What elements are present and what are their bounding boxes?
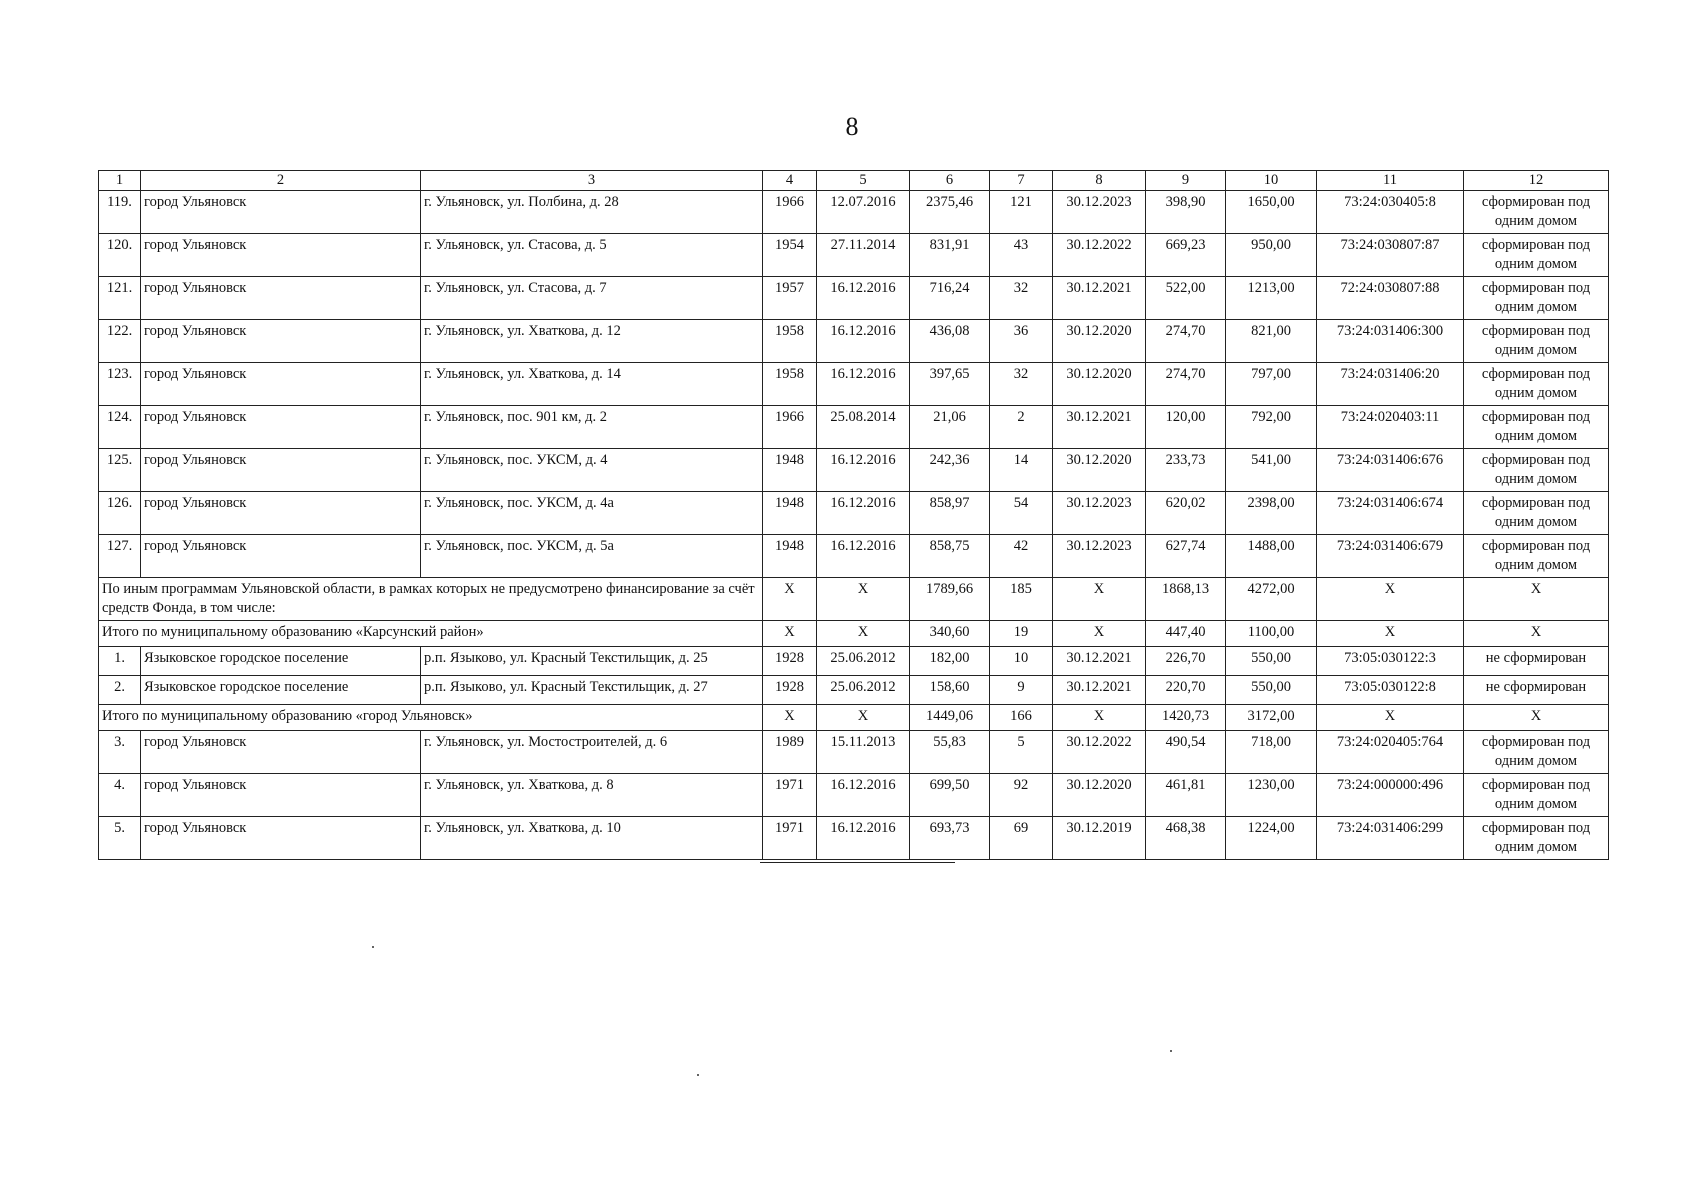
date-cell: X [817, 578, 910, 621]
people-cell: 10 [990, 647, 1053, 676]
column-header: 5 [817, 171, 910, 191]
term-cell: 30.12.2020 [1053, 363, 1146, 406]
table-row [99, 492, 1609, 535]
term-cell: 30.12.2022 [1053, 731, 1146, 774]
table-row [99, 731, 1609, 774]
date-cell: X [817, 705, 910, 731]
area-cell: 699,50 [910, 774, 990, 817]
term-cell: 30.12.2021 [1053, 647, 1146, 676]
date-cell: 25.06.2012 [817, 647, 910, 676]
people-cell: 92 [990, 774, 1053, 817]
status-cell: сформирован под одним домом [1464, 535, 1609, 578]
value-cell: 220,70 [1146, 676, 1226, 705]
value-cell: 461,81 [1146, 774, 1226, 817]
cadastral-cell: 73:24:020405:764 [1317, 731, 1464, 774]
value-cell: 4272,00 [1226, 578, 1317, 621]
term-cell: 30.12.2023 [1053, 492, 1146, 535]
area-cell: 1449,06 [910, 705, 990, 731]
people-cell: 14 [990, 449, 1053, 492]
row-number: 3. [99, 731, 141, 774]
address-cell: г. Ульяновск, ул. Мостостроителей, д. 6 [421, 731, 763, 774]
area-cell: 436,08 [910, 320, 990, 363]
date-cell: 16.12.2016 [817, 817, 910, 860]
status-cell: сформирован под одним домом [1464, 449, 1609, 492]
municipality-cell: Языковское городское поселение [141, 647, 421, 676]
column-header: 1 [99, 171, 141, 191]
value-cell: 2398,00 [1226, 492, 1317, 535]
summary-label: Итого по муниципальному образованию «Карсунский район» [99, 621, 763, 647]
year-cell: 1948 [763, 535, 817, 578]
area-cell: 397,65 [910, 363, 990, 406]
municipality-cell: город Ульяновск [141, 363, 421, 406]
summary-row-karsun [99, 621, 1609, 647]
address-cell: г. Ульяновск, пос. УКСМ, д. 5а [421, 535, 763, 578]
value-cell: 1100,00 [1226, 621, 1317, 647]
area-cell: 242,36 [910, 449, 990, 492]
row-number: 120. [99, 234, 141, 277]
year-cell: 1966 [763, 406, 817, 449]
value-cell: 792,00 [1226, 406, 1317, 449]
people-cell: 185 [990, 578, 1053, 621]
table-row [99, 449, 1609, 492]
scan-speck [372, 946, 374, 948]
people-cell: 2 [990, 406, 1053, 449]
cadastral-cell: 72:24:030807:88 [1317, 277, 1464, 320]
term-cell: 30.12.2021 [1053, 277, 1146, 320]
area-cell: 716,24 [910, 277, 990, 320]
term-cell: 30.12.2022 [1053, 234, 1146, 277]
year-cell: 1948 [763, 449, 817, 492]
column-header: 7 [990, 171, 1053, 191]
value-cell: 226,70 [1146, 647, 1226, 676]
row-number: 5. [99, 817, 141, 860]
date-cell: X [817, 621, 910, 647]
status-cell: не сформирован [1464, 647, 1609, 676]
term-cell: 30.12.2023 [1053, 191, 1146, 234]
year-cell: 1971 [763, 817, 817, 860]
year-cell: X [763, 578, 817, 621]
municipality-cell: город Ульяновск [141, 492, 421, 535]
date-cell: 16.12.2016 [817, 363, 910, 406]
table-row [99, 774, 1609, 817]
value-cell: 120,00 [1146, 406, 1226, 449]
housing-register-table [98, 170, 1609, 860]
address-cell: г. Ульяновск, пос. 901 км, д. 2 [421, 406, 763, 449]
table-row [99, 406, 1609, 449]
year-cell: 1989 [763, 731, 817, 774]
address-cell: г. Ульяновск, пос. УКСМ, д. 4а [421, 492, 763, 535]
summary-row-city [99, 705, 1609, 731]
table-row [99, 191, 1609, 234]
value-cell: 1650,00 [1226, 191, 1317, 234]
value-cell: 233,73 [1146, 449, 1226, 492]
table-row [99, 363, 1609, 406]
address-cell: г. Ульяновск, ул. Хваткова, д. 14 [421, 363, 763, 406]
date-cell: 16.12.2016 [817, 492, 910, 535]
value-cell: 550,00 [1226, 676, 1317, 705]
address-cell: г. Ульяновск, ул. Стасова, д. 7 [421, 277, 763, 320]
date-cell: 12.07.2016 [817, 191, 910, 234]
row-number: 125. [99, 449, 141, 492]
scan-speck [1170, 1050, 1172, 1052]
year-cell: 1928 [763, 676, 817, 705]
year-cell: 1948 [763, 492, 817, 535]
address-cell: г. Ульяновск, ул. Хваткова, д. 12 [421, 320, 763, 363]
status-cell: не сформирован [1464, 676, 1609, 705]
summary-label: По иным программам Ульяновской области, в рамках которых не предусмотрено финансирование за счёт средств Фонда, в том числе: [99, 578, 763, 621]
municipality-cell: город Ульяновск [141, 320, 421, 363]
date-cell: 16.12.2016 [817, 774, 910, 817]
date-cell: 15.11.2013 [817, 731, 910, 774]
status-cell: сформирован под одним домом [1464, 320, 1609, 363]
table-row [99, 817, 1609, 860]
municipality-cell: город Ульяновск [141, 817, 421, 860]
year-cell: 1954 [763, 234, 817, 277]
column-header: 9 [1146, 171, 1226, 191]
column-header: 8 [1053, 171, 1146, 191]
municipality-cell: город Ульяновск [141, 277, 421, 320]
cadastral-cell: 73:24:031406:20 [1317, 363, 1464, 406]
people-cell: 54 [990, 492, 1053, 535]
cadastral-cell: 73:05:030122:8 [1317, 676, 1464, 705]
value-cell: 1213,00 [1226, 277, 1317, 320]
year-cell: 1928 [763, 647, 817, 676]
term-cell: 30.12.2020 [1053, 449, 1146, 492]
municipality-cell: город Ульяновск [141, 535, 421, 578]
term-cell: X [1053, 705, 1146, 731]
end-of-document-line [760, 862, 955, 863]
status-cell: X [1464, 705, 1609, 731]
status-cell: X [1464, 621, 1609, 647]
address-cell: г. Ульяновск, ул. Хваткова, д. 10 [421, 817, 763, 860]
status-cell: сформирован под одним домом [1464, 817, 1609, 860]
people-cell: 42 [990, 535, 1053, 578]
address-cell: г. Ульяновск, пос. УКСМ, д. 4 [421, 449, 763, 492]
value-cell: 718,00 [1226, 731, 1317, 774]
value-cell: 821,00 [1226, 320, 1317, 363]
municipality-cell: город Ульяновск [141, 731, 421, 774]
table-row [99, 277, 1609, 320]
people-cell: 43 [990, 234, 1053, 277]
cadastral-cell: 73:24:031406:300 [1317, 320, 1464, 363]
value-cell: 274,70 [1146, 363, 1226, 406]
status-cell: сформирован под одним домом [1464, 406, 1609, 449]
value-cell: 797,00 [1226, 363, 1317, 406]
area-cell: 831,91 [910, 234, 990, 277]
term-cell: X [1053, 578, 1146, 621]
scan-speck [697, 1074, 699, 1076]
term-cell: X [1053, 621, 1146, 647]
column-number-row [99, 171, 1609, 191]
column-header: 6 [910, 171, 990, 191]
value-cell: 627,74 [1146, 535, 1226, 578]
date-cell: 27.11.2014 [817, 234, 910, 277]
status-cell: сформирован под одним домом [1464, 363, 1609, 406]
row-number: 4. [99, 774, 141, 817]
table-row [99, 676, 1609, 705]
people-cell: 36 [990, 320, 1053, 363]
cadastral-cell: 73:24:020403:11 [1317, 406, 1464, 449]
row-number: 126. [99, 492, 141, 535]
status-cell: сформирован под одним домом [1464, 234, 1609, 277]
value-cell: 1230,00 [1226, 774, 1317, 817]
value-cell: 3172,00 [1226, 705, 1317, 731]
people-cell: 9 [990, 676, 1053, 705]
municipality-cell: город Ульяновск [141, 191, 421, 234]
area-cell: 2375,46 [910, 191, 990, 234]
status-cell: сформирован под одним домом [1464, 774, 1609, 817]
column-header: 10 [1226, 171, 1317, 191]
value-cell: 1868,13 [1146, 578, 1226, 621]
date-cell: 16.12.2016 [817, 320, 910, 363]
row-number: 127. [99, 535, 141, 578]
value-cell: 1224,00 [1226, 817, 1317, 860]
value-cell: 468,38 [1146, 817, 1226, 860]
area-cell: 858,97 [910, 492, 990, 535]
column-header: 4 [763, 171, 817, 191]
status-cell: сформирован под одним домом [1464, 191, 1609, 234]
value-cell: 490,54 [1146, 731, 1226, 774]
status-cell: сформирован под одним домом [1464, 731, 1609, 774]
term-cell: 30.12.2020 [1053, 320, 1146, 363]
people-cell: 69 [990, 817, 1053, 860]
column-header: 2 [141, 171, 421, 191]
address-cell: р.п. Языково, ул. Красный Текстильщик, д. 25 [421, 647, 763, 676]
summary-label: Итого по муниципальному образованию «город Ульяновск» [99, 705, 763, 731]
year-cell: 1966 [763, 191, 817, 234]
date-cell: 16.12.2016 [817, 449, 910, 492]
cadastral-cell: X [1317, 621, 1464, 647]
value-cell: 669,23 [1146, 234, 1226, 277]
date-cell: 16.12.2016 [817, 535, 910, 578]
area-cell: 858,75 [910, 535, 990, 578]
term-cell: 30.12.2020 [1053, 774, 1146, 817]
value-cell: 398,90 [1146, 191, 1226, 234]
people-cell: 166 [990, 705, 1053, 731]
cadastral-cell: 73:24:030807:87 [1317, 234, 1464, 277]
municipality-cell: город Ульяновск [141, 234, 421, 277]
municipality-cell: город Ульяновск [141, 406, 421, 449]
summary-row-other-programs [99, 578, 1609, 621]
value-cell: 447,40 [1146, 621, 1226, 647]
status-cell: X [1464, 578, 1609, 621]
column-header: 12 [1464, 171, 1609, 191]
term-cell: 30.12.2023 [1053, 535, 1146, 578]
value-cell: 541,00 [1226, 449, 1317, 492]
term-cell: 30.12.2021 [1053, 406, 1146, 449]
address-cell: г. Ульяновск, ул. Хваткова, д. 8 [421, 774, 763, 817]
status-cell: сформирован под одним домом [1464, 277, 1609, 320]
year-cell: X [763, 705, 817, 731]
year-cell: 1958 [763, 320, 817, 363]
people-cell: 121 [990, 191, 1053, 234]
date-cell: 16.12.2016 [817, 277, 910, 320]
value-cell: 950,00 [1226, 234, 1317, 277]
municipality-cell: город Ульяновск [141, 449, 421, 492]
year-cell: 1958 [763, 363, 817, 406]
row-number: 2. [99, 676, 141, 705]
cadastral-cell: 73:24:000000:496 [1317, 774, 1464, 817]
table-row [99, 234, 1609, 277]
municipality-cell: город Ульяновск [141, 774, 421, 817]
year-cell: 1957 [763, 277, 817, 320]
people-cell: 32 [990, 277, 1053, 320]
term-cell: 30.12.2019 [1053, 817, 1146, 860]
cadastral-cell: X [1317, 578, 1464, 621]
value-cell: 522,00 [1146, 277, 1226, 320]
page-number: 8 [845, 112, 859, 141]
address-cell: р.п. Языково, ул. Красный Текстильщик, д. 27 [421, 676, 763, 705]
cadastral-cell: 73:24:030405:8 [1317, 191, 1464, 234]
row-number: 122. [99, 320, 141, 363]
column-header: 11 [1317, 171, 1464, 191]
area-cell: 182,00 [910, 647, 990, 676]
table-row [99, 647, 1609, 676]
value-cell: 274,70 [1146, 320, 1226, 363]
area-cell: 21,06 [910, 406, 990, 449]
area-cell: 340,60 [910, 621, 990, 647]
people-cell: 5 [990, 731, 1053, 774]
column-header: 3 [421, 171, 763, 191]
people-cell: 32 [990, 363, 1053, 406]
address-cell: г. Ульяновск, ул. Стасова, д. 5 [421, 234, 763, 277]
value-cell: 1420,73 [1146, 705, 1226, 731]
row-number: 119. [99, 191, 141, 234]
row-number: 121. [99, 277, 141, 320]
cadastral-cell: 73:24:031406:679 [1317, 535, 1464, 578]
date-cell: 25.06.2012 [817, 676, 910, 705]
value-cell: 620,02 [1146, 492, 1226, 535]
row-number: 123. [99, 363, 141, 406]
area-cell: 693,73 [910, 817, 990, 860]
municipality-cell: Языковское городское поселение [141, 676, 421, 705]
cadastral-cell: X [1317, 705, 1464, 731]
people-cell: 19 [990, 621, 1053, 647]
cadastral-cell: 73:24:031406:299 [1317, 817, 1464, 860]
table-row [99, 535, 1609, 578]
area-cell: 55,83 [910, 731, 990, 774]
cadastral-cell: 73:24:031406:676 [1317, 449, 1464, 492]
year-cell: X [763, 621, 817, 647]
row-number: 124. [99, 406, 141, 449]
value-cell: 1488,00 [1226, 535, 1317, 578]
row-number: 1. [99, 647, 141, 676]
year-cell: 1971 [763, 774, 817, 817]
table-row [99, 320, 1609, 363]
date-cell: 25.08.2014 [817, 406, 910, 449]
address-cell: г. Ульяновск, ул. Полбина, д. 28 [421, 191, 763, 234]
area-cell: 158,60 [910, 676, 990, 705]
value-cell: 550,00 [1226, 647, 1317, 676]
term-cell: 30.12.2021 [1053, 676, 1146, 705]
cadastral-cell: 73:05:030122:3 [1317, 647, 1464, 676]
status-cell: сформирован под одним домом [1464, 492, 1609, 535]
cadastral-cell: 73:24:031406:674 [1317, 492, 1464, 535]
area-cell: 1789,66 [910, 578, 990, 621]
